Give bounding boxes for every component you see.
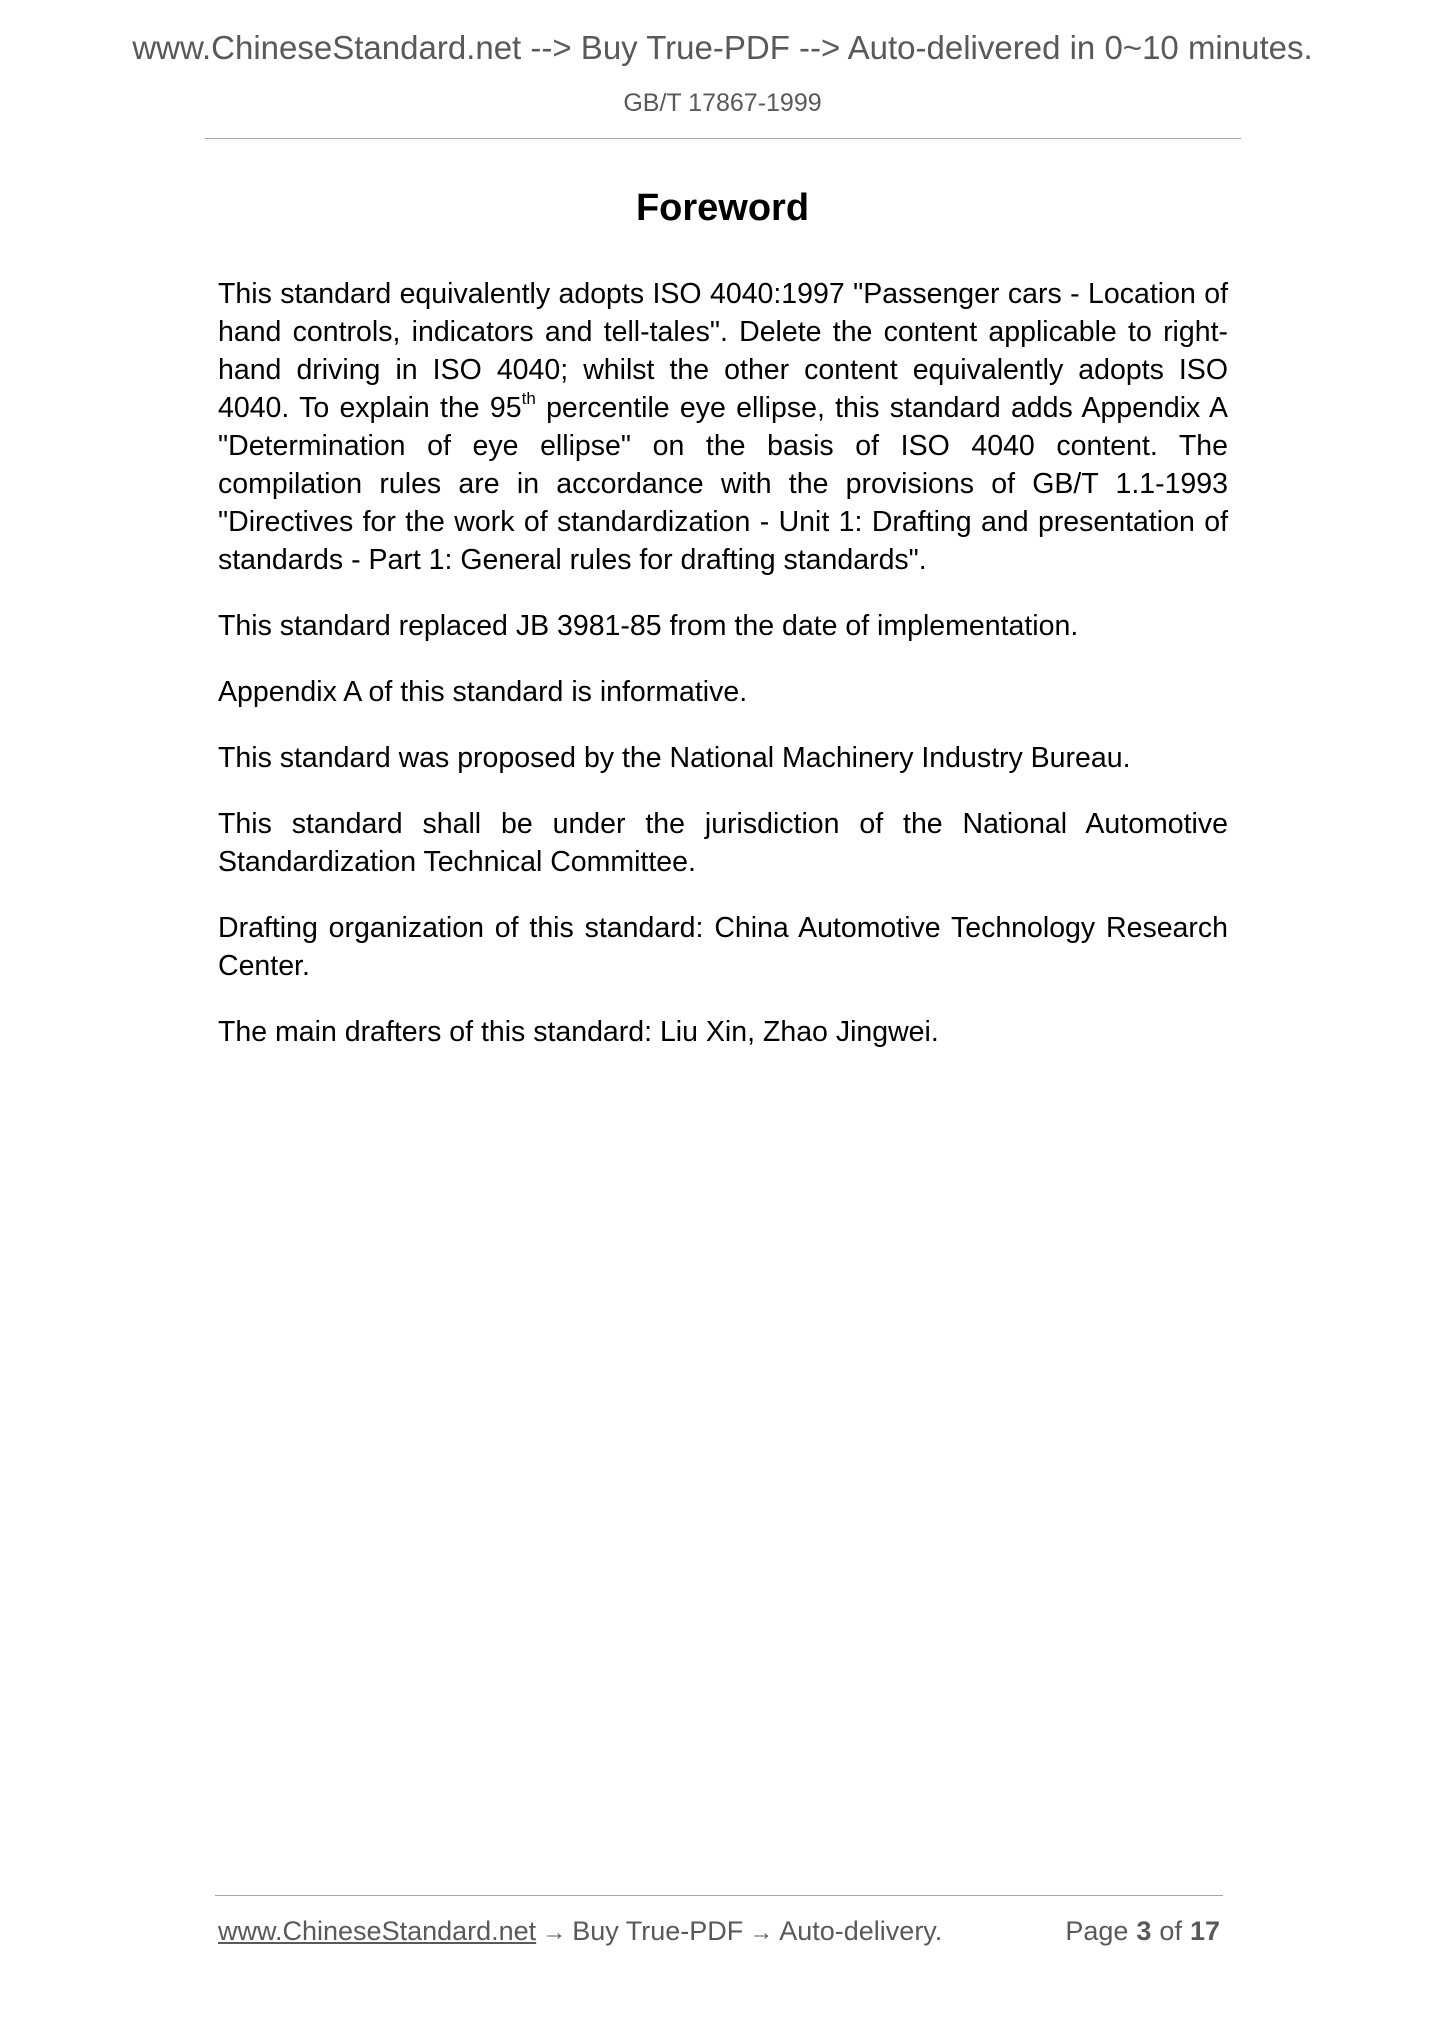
page-of-label: of [1159,1916,1182,1946]
paragraph-adoption [218,275,1228,579]
page-current: 3 [1136,1916,1152,1946]
document-code: GB/T 17867-1999 [623,89,822,117]
document-body [218,275,1228,1079]
paragraph-replacement: This standard replaced JB 3981-85 from the date of implementation. [218,610,1079,642]
paragraph-proposer: This standard was proposed by the National Machinery Industry Bureau. [218,742,1131,774]
paragraph-appendix: Appendix A of this standard is informative. [218,676,748,708]
paragraph-adoption-part1: This standard equivalently adopts ISO 4040:1997 "Passenger cars - Location of hand controls, indicators and tell-tales". Delete the content applicable to right-hand driving in ISO 4040; whilst the other content equivalently adopts ISO 4040. To explain the 95 [218,278,1228,424]
page-number [1065,1914,1220,1948]
paragraph-jurisdiction: This standard shall be under the jurisdiction of the National Automotive Standardization Technical Committee. [218,808,1228,878]
paragraph-drafting-org: Drafting organization of this standard: China Automotive Technology Research Center. [218,912,1228,982]
arrow-right-icon: → [749,1919,774,1946]
header-divider [205,138,1241,139]
footer-delivery-text: Auto-delivery. [779,1916,943,1946]
page-title: Foreword [635,187,810,229]
footer-promo [218,1914,942,1950]
footer-divider [215,1895,1223,1896]
page-label: Page [1065,1916,1129,1946]
top-banner: www.ChineseStandard.net --> Buy True-PDF --> Auto-delivered in 0~10 minutes. [132,29,1313,66]
superscript-th: th [521,388,536,408]
arrow-right-icon: → [542,1919,567,1946]
footer-buy-text: Buy True-PDF [572,1916,744,1946]
paragraph-drafters: The main drafters of this standard: Liu Xin, Zhao Jingwei. [218,1016,939,1048]
page-total: 17 [1189,1916,1220,1946]
paragraph-adoption-part2: percentile eye ellipse, this standard adds Appendix A "Determination of eye ellipse" on the basis of ISO 4040 content. The compilation rules are in accordance with the provisions of GB/T 1.1-1993 "Directives for the work of standardization - Unit 1: Drafting and presentation of standards - Part 1: General rules for drafting standards". [218,392,1228,576]
footer-site-link[interactable]: www.ChineseStandard.net [218,1916,537,1946]
